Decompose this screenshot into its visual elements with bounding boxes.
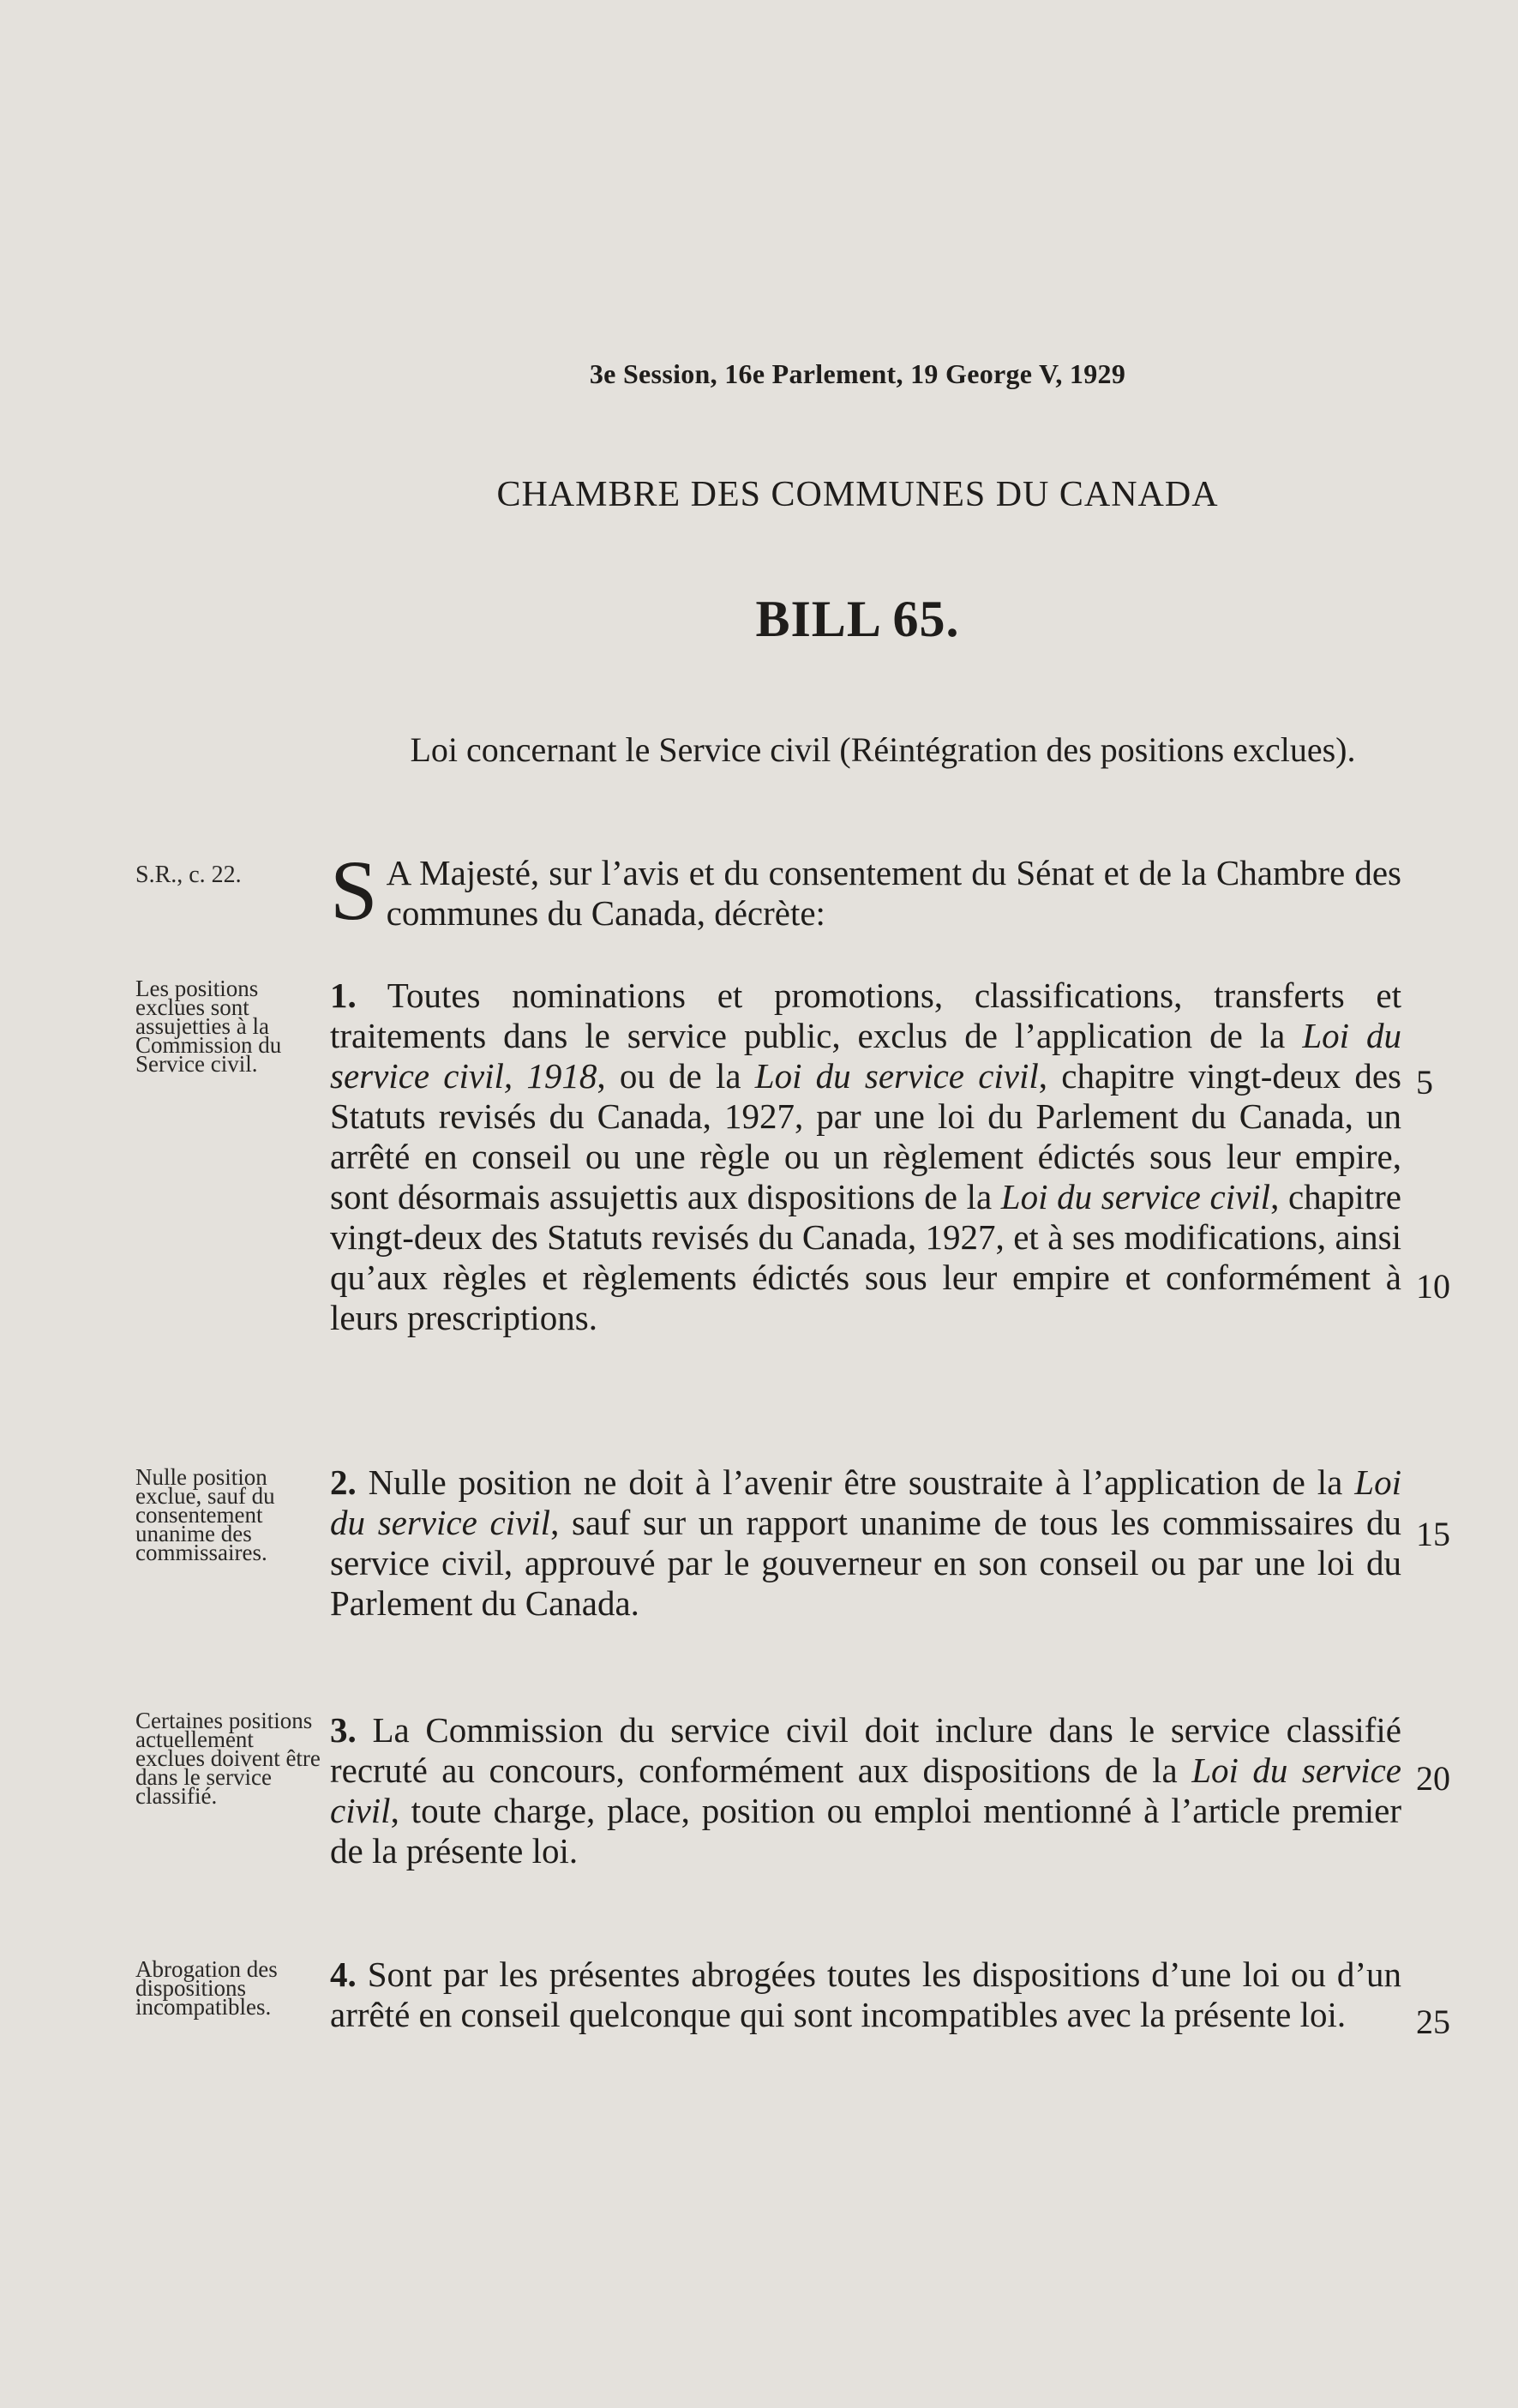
section-text: Sont par les présentes abrogées toutes les dispositions d’une loi ou d’un arrêté en conseil quelconque qui sont incompatibles avec la présente loi. <box>330 1955 1401 2034</box>
section-text: , chapitre vingt-deux des Statuts revisés du Canada, 1927, et à ses modifications, ainsi qu’aux règles et règlements édictés sous leur empire et conformément à leurs prescriptions. <box>330 1177 1401 1337</box>
section-text: Toutes nominations et promotions, classifications, transferts et traitements dans le service public, exclus de l’application de la <box>330 976 1401 1055</box>
section-number: 3. <box>330 1710 357 1750</box>
act-reference: Loi du service civil <box>754 1056 1039 1096</box>
line-number: 20 <box>1416 1759 1450 1798</box>
chamber-heading: CHAMBRE DES COMMUNES DU CANADA <box>496 475 1219 514</box>
preamble <box>330 843 1401 938</box>
section-number: 4. <box>330 1955 357 1994</box>
section-text: , toute charge, place, position ou emploi mentionné à l’article premier de la présente loi. <box>330 1791 1401 1871</box>
section-4 <box>330 1955 1401 2035</box>
margin-note-section-1: Les positions exclues sont assujetties à la Commission du Service civil. <box>135 976 282 1077</box>
dropcap-letter: S <box>330 843 378 938</box>
line-number: 10 <box>1416 1267 1450 1306</box>
section-text: , chapitre vingt-deux des Statuts revisés du Canada, 1927, par une loi du Parlement du Canada, un arrêté en conseil ou une règle ou un règlement édictés sous leur empire, sont désormais assujettis aux dispositions de la <box>330 1056 1401 1216</box>
session-heading: 3e Session, 16e Parlement, 19 George V, 1929 <box>589 358 1126 389</box>
margin-note-section-3: Certaines positions actuellement exclues doivent être dans le service classifié. <box>135 1708 321 1809</box>
act-reference: Loi du service civil, 1918 <box>330 1016 1401 1096</box>
section-text: La Commission du service civil doit inclure dans le service classifié recruté au concours, conformément aux dispositions de la <box>330 1710 1401 1790</box>
section-number: 2. <box>330 1462 357 1502</box>
bill-number: BILL 65. <box>755 591 960 647</box>
act-reference: Loi du service civil <box>1000 1177 1271 1216</box>
section-number: 1. <box>330 976 357 1015</box>
line-number: 5 <box>1416 1063 1433 1102</box>
margin-note-section-2: Nulle position exclue, sauf du consentement unanime des commissaires. <box>135 1464 275 1565</box>
section-3 <box>330 1710 1401 1871</box>
preamble-text: A Majesté, sur l’avis et du consentement du Sénat et de la Chambre des communes du Canada, décrète: <box>386 853 1401 933</box>
act-reference: Loi du service civil <box>330 1750 1401 1830</box>
section-text: , sauf sur un rapport unanime de tous les commissaires du service civil, approuvé par le gouverneur en son conseil ou par une loi du Parlement du Canada. <box>330 1503 1401 1623</box>
section-2 <box>330 1462 1401 1624</box>
section-text: , ou de la <box>597 1056 755 1096</box>
margin-note-preamble: S.R., c. 22. <box>135 862 242 888</box>
act-reference: Loi du service civil <box>330 1462 1401 1542</box>
margin-note-section-4: Abrogation des dispositions incompatibles. <box>135 1956 278 2020</box>
section-text: Nulle position ne doit à l’avenir être soustraite à l’application de la <box>356 1462 1355 1502</box>
line-number: 25 <box>1416 2003 1450 2041</box>
line-number: 15 <box>1416 1515 1450 1553</box>
section-1 <box>330 976 1401 1338</box>
bill-title: Loi concernant le Service civil (Réintégration des positions exclues). <box>410 730 1356 769</box>
